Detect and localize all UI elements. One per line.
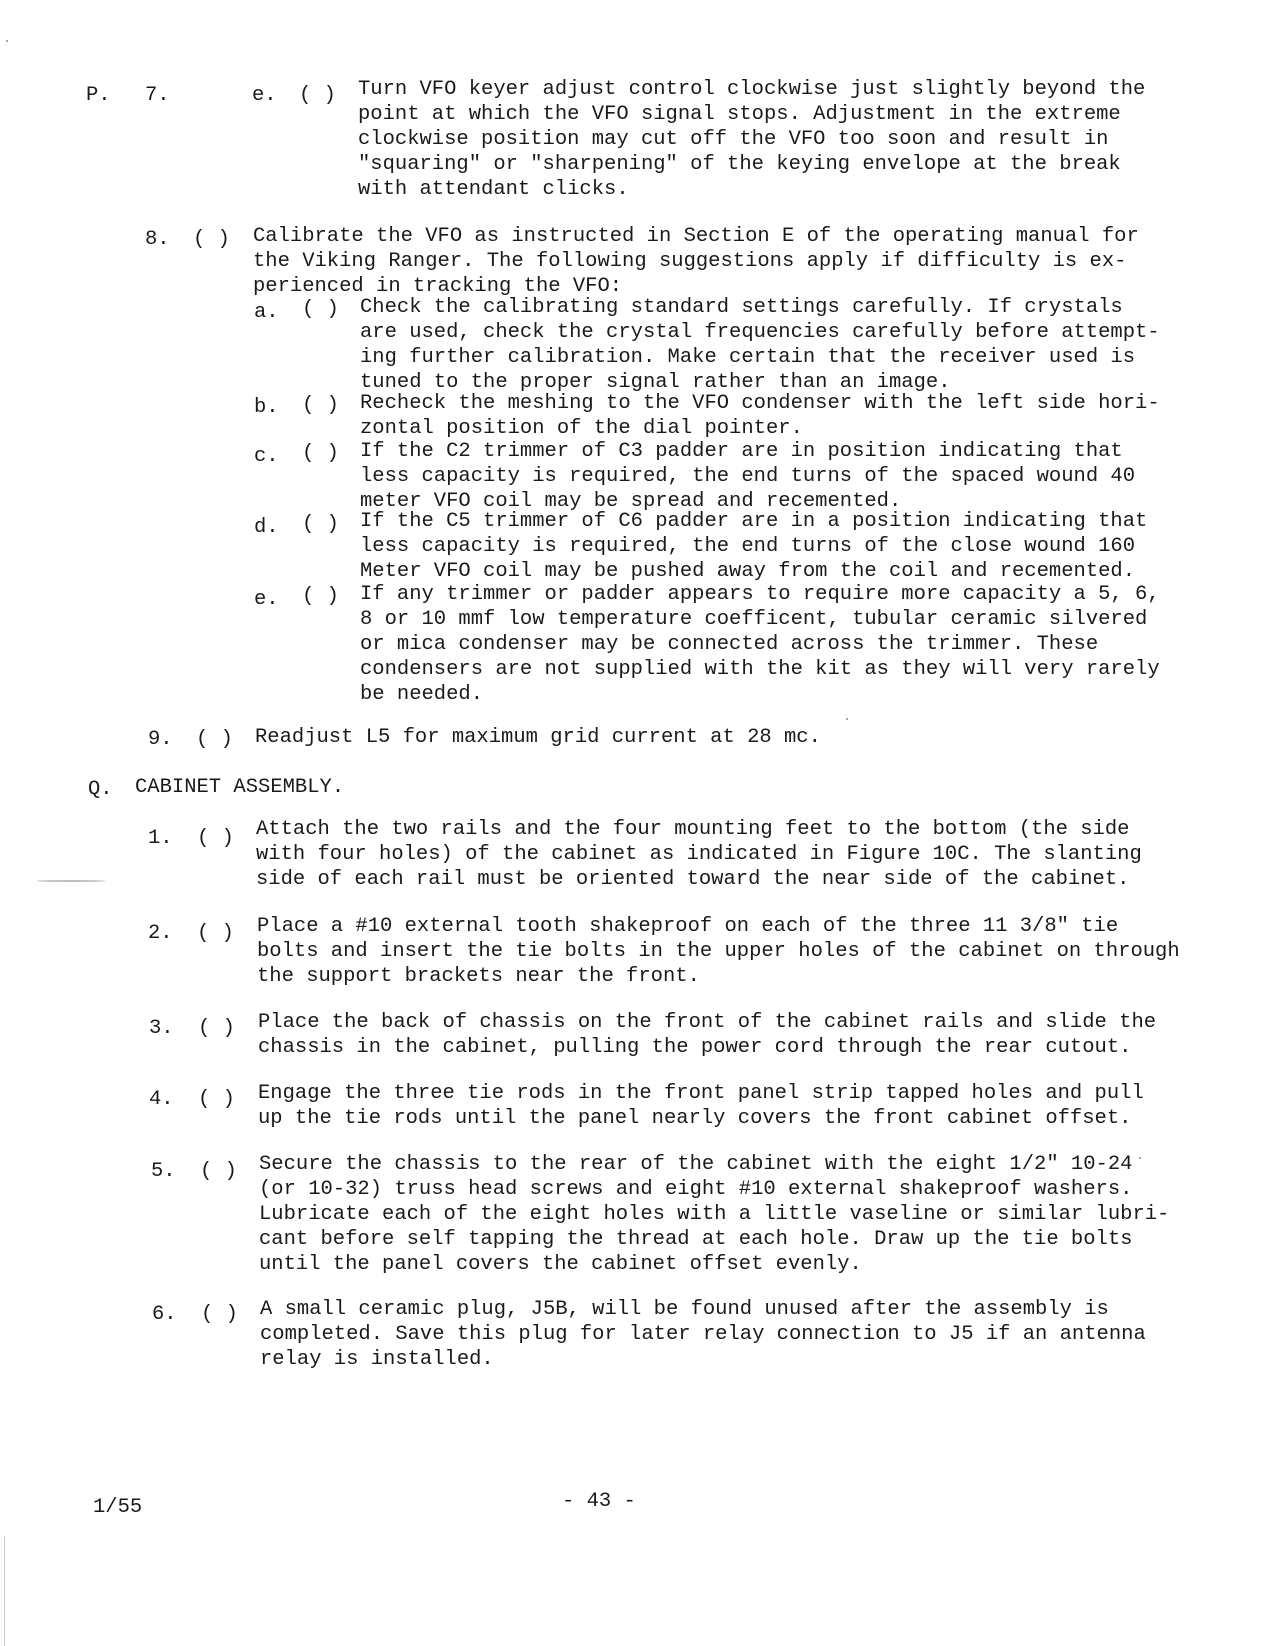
step-7e-label: e. xyxy=(252,84,277,107)
step-7-number: 7. xyxy=(145,84,170,107)
step-8d-checkbox[interactable]: ( ) xyxy=(302,513,339,536)
step-8c-label: c. xyxy=(254,445,279,468)
step-8e-text: If any trimmer or padder appears to require more capacity a 5, 6, 8 or 10 mmf low temperature coefficent, tubular ceramic silvered or mica condenser may be connected across the trimmer. These condensers are not supplied with the kit as they will very rarely be needed. xyxy=(360,583,1160,706)
page-number: - 43 - xyxy=(562,1490,636,1513)
step-9-checkbox[interactable]: ( ) xyxy=(196,728,233,751)
q-step-2-text: Place a #10 external tooth shakeproof on each of the three 11 3/8" tie bolts and insert the tie bolts in the upper holes of the cabinet on through the support brackets near the front. xyxy=(257,915,1180,988)
q-step-5-number: 5. xyxy=(151,1160,176,1183)
step-9-number: 9. xyxy=(148,728,173,751)
q-step-4-text: Engage the three tie rods in the front panel strip tapped holes and pull up the tie rods until the panel nearly covers the front cabinet offset. xyxy=(258,1082,1144,1130)
scan-artifact xyxy=(4,1536,5,1646)
q-step-4-number: 4. xyxy=(149,1088,174,1111)
q-step-3-number: 3. xyxy=(149,1017,174,1040)
q-step-1-checkbox[interactable]: ( ) xyxy=(197,827,234,850)
step-9-text: Readjust L5 for maximum grid current at 28 mc. xyxy=(255,726,821,749)
q-step-1-number: 1. xyxy=(148,827,173,850)
step-8c-checkbox[interactable]: ( ) xyxy=(302,442,339,465)
step-7e-checkbox[interactable]: ( ) xyxy=(299,84,336,107)
step-8-number: 8. xyxy=(145,228,170,251)
step-8a-text: Check the calibrating standard settings carefully. If crystals are used, check the crystal frequencies carefully before attempt- ing further calibration. Make certain that the receiver used is tuned to the proper signal rather than an image. xyxy=(360,296,1160,394)
q-step-4-checkbox[interactable]: ( ) xyxy=(198,1088,235,1111)
step-8a-checkbox[interactable]: ( ) xyxy=(302,298,339,321)
q-step-3-text: Place the back of chassis on the front of the cabinet rails and slide the chassis in the cabinet, pulling the power cord through the rear cutout. xyxy=(258,1011,1157,1059)
step-8b-checkbox[interactable]: ( ) xyxy=(302,394,339,417)
scan-artifact xyxy=(1139,1157,1141,1159)
q-step-6-number: 6. xyxy=(152,1303,177,1326)
q-step-5-checkbox[interactable]: ( ) xyxy=(200,1160,237,1183)
scan-artifact xyxy=(846,718,848,720)
step-8d-label: d. xyxy=(254,516,279,539)
q-step-6-checkbox[interactable]: ( ) xyxy=(201,1303,238,1326)
step-8-text: Calibrate the VFO as instructed in Section E of the operating manual for the Viking Ranger. The following suggestions apply if difficulty is ex- perienced in tracking the VFO: xyxy=(253,225,1139,298)
step-7e-text: Turn VFO keyer adjust control clockwise just slightly beyond the point at which the VFO signal stops. Adjustment in the extreme clockwise position may cut off the VFO too soon and result in "squaring" or "sharpening" of the keying envelope at the break with attendant clicks. xyxy=(358,78,1146,201)
q-step-5-text: Secure the chassis to the rear of the cabinet with the eight 1/2" 10-24 (or 10-32) truss head screws and eight #10 external shakeproof washers. Lubricate each of the eight holes with a little vaseline or similar lubri- cant before self tapping the thread at each hole. Draw up the tie bolts until the panel covers the cabinet offset evenly. xyxy=(259,1153,1170,1276)
step-8-checkbox[interactable]: ( ) xyxy=(193,228,230,251)
step-8b-label: b. xyxy=(254,396,279,419)
q-step-2-checkbox[interactable]: ( ) xyxy=(197,922,234,945)
section-p-label: P. xyxy=(86,84,111,107)
q-step-3-checkbox[interactable]: ( ) xyxy=(198,1017,235,1040)
q-step-1-text: Attach the two rails and the four mounting feet to the bottom (the side with four holes) of the cabinet as indicated in Figure 10C. The slanting side of each rail must be oriented toward the near side of the cabinet. xyxy=(256,818,1142,891)
section-q-label: Q. xyxy=(88,778,113,801)
step-8b-text: Recheck the meshing to the VFO condenser with the left side hori- zontal position of the dial pointer. xyxy=(360,392,1160,440)
q-step-2-number: 2. xyxy=(148,922,173,945)
step-8c-text: If the C2 trimmer of C3 padder are in position indicating that less capacity is required, the end turns of the spaced wound 40 meter VFO coil may be spread and recemented. xyxy=(360,440,1136,513)
scan-artifact xyxy=(6,40,8,42)
footer-date: 1/55 xyxy=(93,1496,143,1519)
step-8a-label: a. xyxy=(254,301,279,324)
step-8e-label: e. xyxy=(254,588,279,611)
scan-artifact xyxy=(36,880,106,882)
step-8d-text: If the C5 trimmer of C6 padder are in a position indicating that less capacity is required, the end turns of the close wound 160 Meter VFO coil may be pushed away from the coil and recemented. xyxy=(360,510,1148,583)
q-step-6-text: A small ceramic plug, J5B, will be found unused after the assembly is completed. Save this plug for later relay connection to J5 if an antenna relay is installed. xyxy=(260,1298,1146,1371)
step-8e-checkbox[interactable]: ( ) xyxy=(302,585,339,608)
section-q-title: CABINET ASSEMBLY. xyxy=(135,776,345,799)
